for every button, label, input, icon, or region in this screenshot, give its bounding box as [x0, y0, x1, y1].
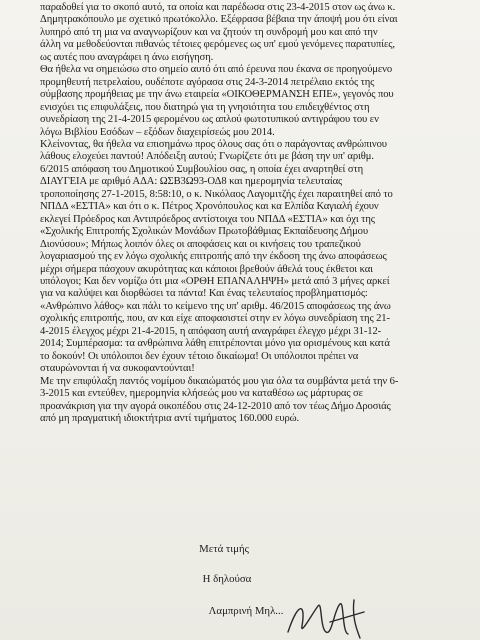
text-line: σταυρώνονται ή να συκοφαντούνται!: [40, 363, 195, 375]
signer-name: Λαμπρινή Μηλ...: [208, 605, 284, 617]
handwritten-signature: [268, 592, 378, 640]
text-line: προμηθευτή πετρελαίου, ουδέποτε αγόρασα στις 24-3-2014 πετρέλαιο εκτός της: [40, 76, 375, 88]
text-line: Θα ήθελα να σημειώσω στο σημείο αυτό ότι από έρευνα που έκανα σε προηγούμενο: [40, 64, 393, 76]
text-line: ΔΙΑΥΓΕΙΑ με αριθμό ΑΔΑ: ΩΣΒ3Ω93-ΟΔ8 και ημερομηνία τελευταίας: [40, 176, 343, 188]
text-line: παραδοθεί για το σκοπό αυτό, τα οποία και παρέδωσα στις 23-4-2015 στον ως άνω κ.: [40, 2, 396, 13]
text-line: για να καλύψει και διορθώσει τα πάντα! Και ένας τελευταίος προβληματισμός:: [40, 288, 368, 300]
signer-role: Η δηλούσα: [202, 573, 252, 585]
text-line: υπόλογοι; Και δεν νομίζω ότι μια «ΟΡΘΗ ΕΠΑΝΑΛΗΨΗ» μετά από 3 μήνες αρκεί: [40, 275, 390, 287]
text-line: μέχρι σήμερα πάσχουν ακυρότητας και κάποιοι βρεθούν άθελά τους έκθετοι και: [40, 263, 373, 275]
paragraph-4: [40, 376, 470, 426]
text-line: το δοκούν! Οι υπόλοιποι δεν έχουν τέτοιο δικαίωμα! Οι υπόλοιποι πρέπει να: [40, 350, 359, 362]
text-line: εκλεγεί Πρόεδρος και Αντιπρόεδρος αντίστοιχα του ΝΠΔΔ «ΕΣΤΙΑ» και όχι της: [40, 213, 375, 225]
text-line: λυπηρό από τη μια να αναγνωρίζουν και να ζητούν τη συνδρομή μου και από την: [40, 26, 378, 38]
paragraph-2: [40, 64, 470, 139]
text-line: 4-2015 έλεγχος μέχρι 21-4-2015, η απόφαση αυτή αναγράφει έλεγχο μέχρι 31-12-: [40, 325, 382, 337]
text-line: σχολικής επιτροπής, που, αν και είχε αποφασιστεί στην εν λόγω συνεδρίαση της 21-: [40, 313, 390, 325]
text-line: από μη πραγματική ιδιοκτήτρια αντί τιμήματος 160.000 ευρώ.: [40, 412, 300, 424]
paragraph-1: [40, 2, 470, 64]
text-line: Διονύσου»; Μήπως λοιπόν όλες οι αποφάσεις και οι κινήσεις του τραπεζικού: [40, 238, 361, 250]
text-line: άλλη να μεθοδεύονται πιθανώς τέτοιες φερόμενες ως υπ' εμού γενόμενες παρατυπίες,: [40, 39, 395, 51]
text-line: Με την επιφύλαξη παντός νομίμου δικαιώματός μου για όλα τα συμβάντα μετά την 6-: [40, 375, 399, 387]
text-line: προανάκριση για την αγορά οικοπέδου στις 24-12-2010 από τον τέως Δήμο Δροσιάς: [40, 400, 391, 412]
text-line: ως αυτές που αναγράφει η άνω εισήγηση.: [40, 51, 214, 63]
text-line: 6/2015 απόφαση του Δημοτικού Συμβουλίου σας, η οποία έχει αναρτηθεί στη: [40, 163, 364, 175]
text-line: 3-2015 και εντεύθεν, ημερομηνία κλήσεώς μου να καταθέσω ως μάρτυρας σε: [40, 388, 363, 400]
text-line: «Ανθρώπινο λάθος» και πάλι το κείμενο της υπ' αριθμ. 46/2015 αποφάσεως της άνω: [40, 300, 391, 312]
text-line: λογαριασμού της εν λόγω σχολικής επιτροπής από την έκδοση της άνω αποφάσεως: [40, 251, 387, 263]
text-line: ενισχύει τις επιφυλάξεις, που διατηρώ για τη γνησιότητα του επιδειχθέντος στη: [40, 101, 370, 113]
text-line: Δημητρακόπουλο με σχετικό πρωτόκολλο. Εξέφρασα βέβαια την άποψή μου ότι είναι: [40, 14, 398, 26]
letter-body: [40, 2, 470, 425]
text-line: λάθους ελοχεύει παντού! Απόδειξη αυτού; Γνωρίζετε ότι με βάση την υπ' αριθμ.: [40, 151, 374, 163]
text-line: συνεδρίαση της 21-4-2015 φερομένου ως απλού φωτοτυπικού αντιγράφου του εν: [40, 114, 379, 126]
text-line: ΝΠΔΔ «ΕΣΤΙΑ» και ότι ο κ. Πέτρος Χρονόπουλος και κα Ελπίδα Καγιαλή έχουν: [40, 201, 379, 213]
text-line: σύμβασης προμήθειας με την άνω εταιρεία «ΟΙΚΟΘΕΡΜΑΝΣΗ ΕΠΕ», γεγονός που: [40, 89, 394, 101]
closing-salutation: Μετά τιμής: [199, 543, 249, 555]
text-line: τροποποίησης 27-1-2015, 8:58:10, ο κ. Νικόλαος Λαγομιτζής έχει παραιτηθεί από το: [40, 188, 393, 200]
text-line: «Σχολικής Επιτροπής Σχολικών Μονάδων Πρωτοβάθμιας Εκπαίδευσης Δήμου: [40, 226, 368, 238]
paragraph-3: [40, 139, 470, 376]
text-line: λόγω Βιβλίου Εσόδων – εξόδων διαχειρίσεώς μου 2014.: [40, 126, 275, 138]
text-line: Κλείνοντας, θα ήθελα να επισημάνω προς όλους σας ότι ο παράγοντας ανθρώπινου: [40, 138, 387, 150]
text-line: 2014; Συμπέρασμα: τα ανθρώπινα λάθη επιτρέπονται μόνο για ορισμένους και κατά: [40, 338, 390, 350]
